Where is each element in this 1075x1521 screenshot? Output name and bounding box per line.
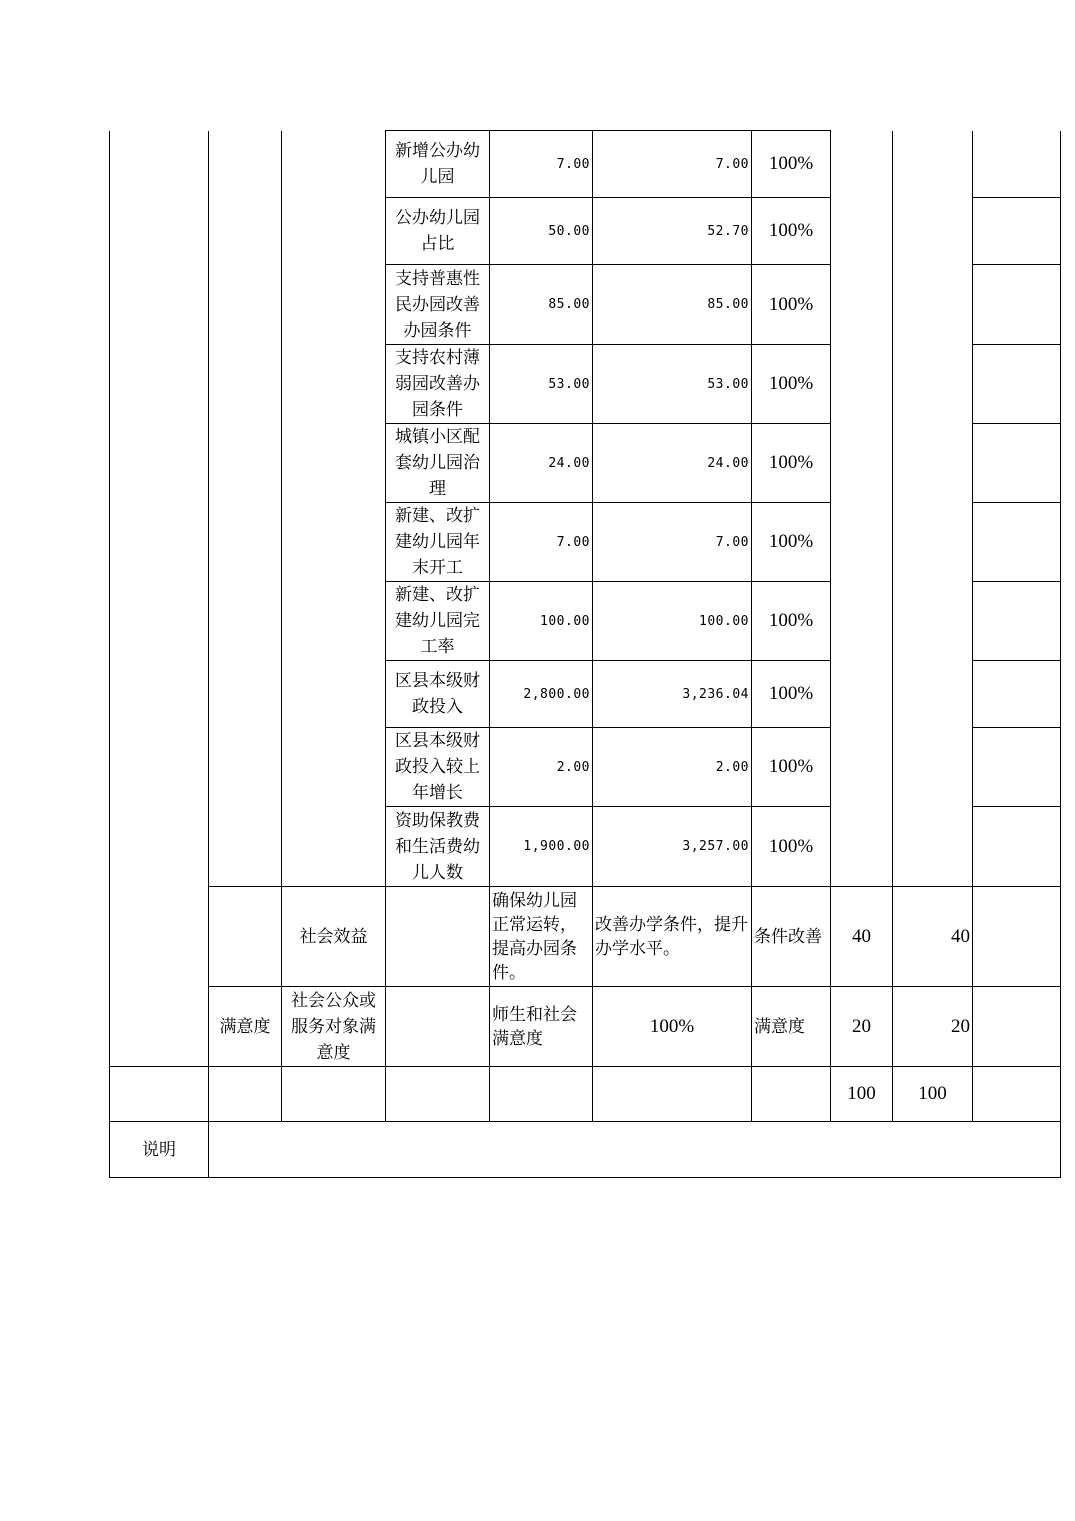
- actual-value: 7.00: [593, 503, 752, 582]
- target-value: 2.00: [490, 728, 593, 807]
- level2-blank-cell: [209, 887, 282, 987]
- indicator-name: 城镇小区配套幼儿园治理: [386, 424, 490, 503]
- actual-value: 24.00: [593, 424, 752, 503]
- indicator-name: 新建、改扩建幼儿园完工率: [386, 582, 490, 661]
- actual-value: 3,236.04: [593, 661, 752, 728]
- actual-value: 53.00: [593, 345, 752, 424]
- notes-row: [110, 1122, 1061, 1178]
- indicator-name: 支持普惠性民办园改善办园条件: [386, 265, 490, 345]
- blank-cell: [282, 1067, 386, 1122]
- actual-value: 2.00: [593, 728, 752, 807]
- indicator-name: 新增公办幼儿园: [386, 131, 490, 198]
- blank-cell: [110, 1067, 209, 1122]
- remark-cell: [973, 503, 1061, 582]
- level3-blank-cell: [282, 131, 386, 887]
- total-score: 100: [893, 1067, 973, 1122]
- actual-value: 52.70: [593, 198, 752, 265]
- satisfaction-actual: 100%: [593, 987, 752, 1067]
- target-value: 85.00: [490, 265, 593, 345]
- remark-cell: [973, 661, 1061, 728]
- remark-cell: [973, 807, 1061, 887]
- indicator-name: 支持农村薄弱园改善办园条件: [386, 345, 490, 424]
- social-benefit-actual: 改善办学条件，提升办学水平。: [593, 887, 752, 987]
- completion-value: 100%: [752, 503, 831, 582]
- actual-value: 100.00: [593, 582, 752, 661]
- target-value: 24.00: [490, 424, 593, 503]
- satisfaction-level1: 满意度: [209, 987, 282, 1067]
- remark-cell: [973, 987, 1061, 1067]
- completion-value: 100%: [752, 198, 831, 265]
- target-value: 1,900.00: [490, 807, 593, 887]
- remark-cell: [973, 1067, 1061, 1122]
- completion-value: 100%: [752, 728, 831, 807]
- remark-cell: [973, 198, 1061, 265]
- indicator-name: 区县本级财政投入: [386, 661, 490, 728]
- weight-blank-cell: [831, 131, 893, 887]
- indicator-blank-cell: [386, 887, 490, 987]
- remark-cell: [973, 345, 1061, 424]
- blank-cell: [752, 1067, 831, 1122]
- social-benefit-category: 社会效益: [282, 887, 386, 987]
- indicator-name: 新建、改扩建幼儿园年末开工: [386, 503, 490, 582]
- total-weight: 100: [831, 1067, 893, 1122]
- score-blank-cell: [893, 131, 973, 887]
- actual-value: 7.00: [593, 131, 752, 198]
- social-benefit-weight: 40: [831, 887, 893, 987]
- completion-value: 100%: [752, 582, 831, 661]
- remark-cell: [973, 582, 1061, 661]
- level2-blank-cell: [209, 131, 282, 887]
- blank-cell: [490, 1067, 593, 1122]
- completion-value: 100%: [752, 661, 831, 728]
- target-value: 7.00: [490, 131, 593, 198]
- table-row: [110, 887, 1061, 987]
- social-benefit-score: 40: [893, 887, 973, 987]
- remark-cell: [973, 265, 1061, 345]
- table-row: [110, 987, 1061, 1067]
- completion-value: 100%: [752, 265, 831, 345]
- satisfaction-target: 师生和社会满意度: [490, 987, 593, 1067]
- target-value: 50.00: [490, 198, 593, 265]
- social-benefit-evaluation: 条件改善: [752, 887, 831, 987]
- completion-value: 100%: [752, 131, 831, 198]
- actual-value: 85.00: [593, 265, 752, 345]
- satisfaction-evaluation: 满意度: [752, 987, 831, 1067]
- level1-blank-cell: [110, 131, 209, 1067]
- target-value: 7.00: [490, 503, 593, 582]
- remark-cell: [973, 887, 1061, 987]
- table-row: [110, 131, 1061, 198]
- target-value: 2,800.00: [490, 661, 593, 728]
- blank-cell: [209, 1067, 282, 1122]
- target-value: 53.00: [490, 345, 593, 424]
- performance-table: [109, 130, 1061, 1178]
- remark-cell: [973, 728, 1061, 807]
- satisfaction-score: 20: [893, 987, 973, 1067]
- target-value: 100.00: [490, 582, 593, 661]
- notes-content: [209, 1122, 1061, 1178]
- actual-value: 3,257.00: [593, 807, 752, 887]
- total-row: [110, 1067, 1061, 1122]
- remark-cell: [973, 424, 1061, 503]
- completion-value: 100%: [752, 807, 831, 887]
- blank-cell: [593, 1067, 752, 1122]
- blank-cell: [386, 1067, 490, 1122]
- remark-cell: [973, 131, 1061, 198]
- satisfaction-category: 社会公众或服务对象满意度: [282, 987, 386, 1067]
- indicator-blank-cell: [386, 987, 490, 1067]
- indicator-name: 公办幼儿园占比: [386, 198, 490, 265]
- indicator-name: 区县本级财政投入较上年增长: [386, 728, 490, 807]
- social-benefit-target: 确保幼儿园正常运转，提高办园条件。: [490, 887, 593, 987]
- completion-value: 100%: [752, 424, 831, 503]
- satisfaction-weight: 20: [831, 987, 893, 1067]
- notes-label: 说明: [110, 1122, 209, 1178]
- indicator-name: 资助保教费和生活费幼儿人数: [386, 807, 490, 887]
- completion-value: 100%: [752, 345, 831, 424]
